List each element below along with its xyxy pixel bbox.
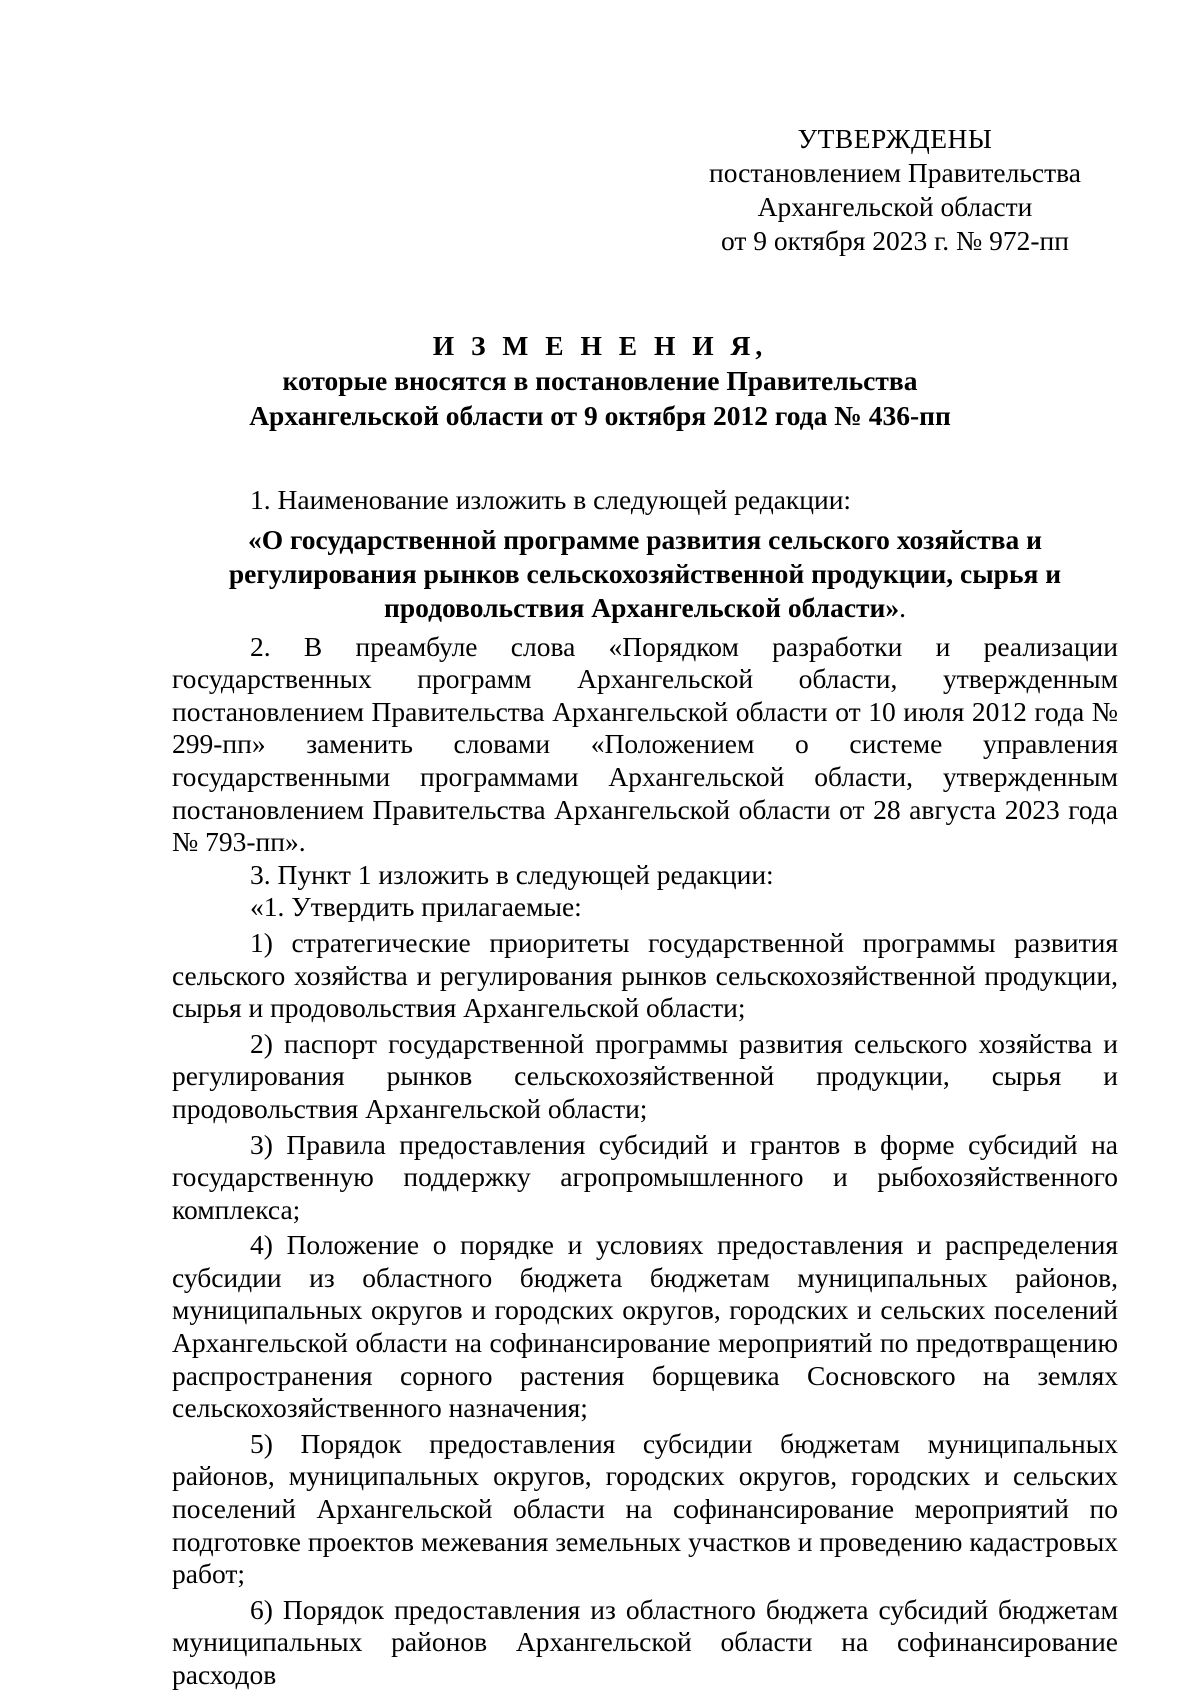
title-line-2: которые вносятся в постановление Правительства	[282, 365, 918, 396]
list-item-3: 3) Правила предоставления субсидий и грантов в форме субсидий на государственную поддержку агропромышленного и рыбохозяйственного комплекса;	[172, 1128, 1118, 1225]
list-item-2: 2) паспорт государственной программы развития сельского хозяйства и регулирования рынков сельскохозяйственной продукции, сырья и продовольствия Архангельской области;	[172, 1027, 1118, 1124]
approval-heading: УТВЕРЖДЕНЫ	[797, 123, 993, 154]
approval-line-2: постановлением Правительства	[709, 157, 1081, 188]
title-line-1: И З М Е Н Е Н И Я,	[432, 330, 768, 361]
list-item-4: 4) Положение о порядке и условиях предоставления и распределения субсидии из областного бюджета бюджетам муниципальных районов, муниципальных округов и городских округов, городских и сельских поселений Архангельской области на софинансирование мероприятий по предотвращению распространения сорного растения борщевика Сосновского на землях сельскохозяйственного назначения;	[172, 1229, 1118, 1424]
list-item-6: 6) Порядок предоставления из областного бюджета субсидий бюджетам муниципальных районов Архангельской области на софинансирование расходов	[172, 1593, 1118, 1690]
quote-end: .	[899, 591, 907, 623]
paragraph-1: 1. Наименование изложить в следующей редакции:	[250, 484, 852, 515]
approval-line-3: Архангельской области	[757, 191, 1033, 222]
approval-stamp	[700, 122, 1090, 258]
approval-line-4: от 9 октября 2023 г. № 972-пп	[721, 225, 1069, 256]
paragraph-2: 2. В преамбуле слова «Порядком разработки и реализации государственных программ Архангельской области, утвержденным постановлением Правительства Архангельской области от 10 июля 2012 года № 299-пп» заменить словами «Положением о системе управления государственными программами Архангельской области, утвержденным постановлением Правительства Архангельской области от 28 августа 2023 года № 793-пп».	[172, 630, 1118, 858]
document-title	[0, 328, 1200, 433]
list-item-5: 5) Порядок предоставления субсидии бюджетам муниципальных районов, муниципальных округов, городских округов, городских и сельских поселений Архангельской области на софинансирование мероприятий по подготовке проектов межевания земельных участков и проведению кадастровых работ;	[172, 1427, 1118, 1590]
paragraph-1-quote	[172, 523, 1118, 625]
quote-bold-text: «О государственной программе развития сельского хозяйства и регулирования рынков сельскохозяйственной продукции, сырья и продовольствия Архангельской области»	[228, 523, 1062, 623]
document-body	[172, 484, 1118, 1692]
title-line-3: Архангельской области от 9 октября 2012 года № 436-пп	[249, 400, 951, 431]
paragraph-3-1: «1. Утвердить прилагаемые:	[250, 891, 582, 923]
list-item-1: 1) стратегические приоритеты государственной программы развития сельского хозяйства и регулирования рынков сельскохозяйственной продукции, сырья и продовольствия Архангельской области;	[172, 926, 1118, 1024]
paragraph-3: 3. Пункт 1 изложить в следующей редакции:	[250, 858, 774, 890]
